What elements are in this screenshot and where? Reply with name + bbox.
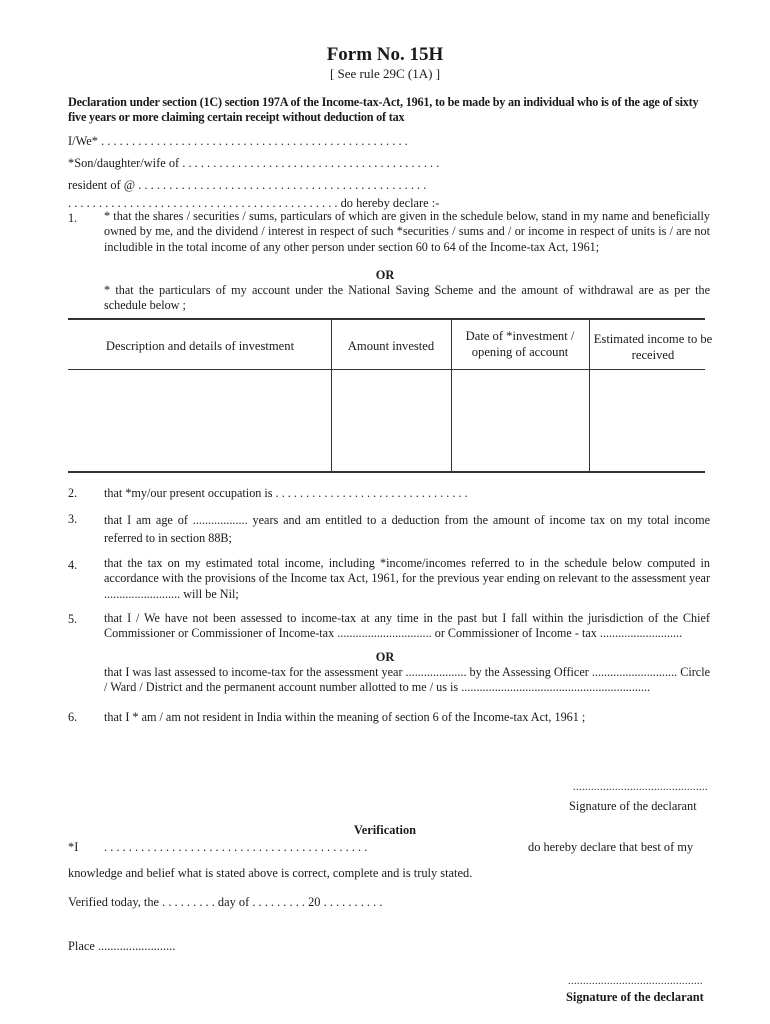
form-title: Form No. 15H — [326, 44, 444, 65]
resident-field[interactable]: resident of @ . . . . . . . . . . . . . . . . . . . . . . . . . . . . . . . . . . . . . . . . . . . . . . . — [68, 178, 427, 192]
verification-date-field[interactable]: Verified today, the . . . . . . . . . day of . . . . . . . . . 20 . . . . . . . . . . — [68, 895, 383, 909]
verification-declare-text: do hereby declare that best of my — [528, 840, 694, 854]
or-separator: OR — [375, 268, 395, 282]
table-header-income: Estimated income to be received — [593, 332, 713, 362]
table-header-rule — [68, 369, 705, 370]
table-col-divider — [589, 320, 590, 471]
item-1-text: * that the shares / securities / sums, particulars of which are given in the schedule below, stand in my name and beneficially owned by me, and the dividend / interest in respect of such *securities / sums and / or income in respect of units is / are not includible in the total income of any other person under section 60 to 64 of the Income-tax Act, 1961; — [104, 209, 710, 254]
item-4-text: that the tax on my estimated total income, including *income/incomes referred to in the schedule below computed in accordance with the provisions of the Income tax Act, 1961, for the previous year ending on relevant to the assessment year ......................... will be Nil; — [104, 556, 710, 601]
table-header-date: Date of *investment / opening of account — [465, 329, 575, 359]
or-separator: OR — [375, 650, 395, 664]
verification-statement: knowledge and belief what is stated above is correct, complete and is truly stated. — [68, 866, 473, 880]
item-5-text: that I / We have not been assessed to income-tax at any time in the past but I fall within the jurisdiction of the Chief Commissioner or Commissioner of Income-tax ............................... or Commissioner of Income - tax ........................... — [104, 611, 710, 641]
table-cell-income[interactable] — [591, 373, 703, 469]
signature-line[interactable]: ............................................. — [573, 782, 708, 793]
item-number: 2. — [68, 486, 78, 500]
relation-field[interactable]: *Son/daughter/wife of . . . . . . . . . . . . . . . . . . . . . . . . . . . . . . . . . . . . . . . . . . — [68, 156, 440, 170]
table-header-description: Description and details of investment — [105, 339, 295, 353]
item-3-text: that I am age of .................. years and am entitled to a deduction from the amount of income tax on my total income referred to in section 88B; — [104, 513, 710, 545]
item-number: 1. — [68, 211, 78, 225]
table-cell-date[interactable] — [453, 373, 587, 469]
item-2-text: that *my/our present occupation is . . . . . . . . . . . . . . . . . . . . . . . . . . . . . . . . — [104, 486, 468, 500]
name-field[interactable]: I/We* . . . . . . . . . . . . . . . . . . . . . . . . . . . . . . . . . . . . . . . . . . . . . . . . . . — [68, 134, 408, 148]
verification-name-field[interactable]: . . . . . . . . . . . . . . . . . . . . . . . . . . . . . . . . . . . . . . . . . . . — [104, 840, 368, 854]
table-cell-description[interactable] — [70, 373, 329, 469]
item-number: 5. — [68, 612, 78, 626]
item-number: 4. — [68, 558, 78, 572]
table-cell-amount[interactable] — [333, 373, 449, 469]
verification-i-label: *I — [68, 840, 79, 854]
declare-line[interactable]: . . . . . . . . . . . . . . . . . . . . . . . . . . . . . . . . . . . . . . . . . . . . do hereby declare :- — [68, 196, 440, 210]
signature-label: Signature of the declarant — [566, 990, 704, 1004]
table-bottom-rule — [68, 471, 705, 473]
item-6-text: that I * am / am not resident in India within the meaning of section 6 of the Income-tax Act, 1961 ; — [104, 710, 586, 724]
declaration-heading: Declaration under section (1C) section 197A of the Income-tax-Act, 1961, to be made by an individual who is of the age of sixty five years or more claiming certain receipt without deduction of tax — [68, 95, 699, 124]
item-number: 6. — [68, 710, 78, 724]
signature-line[interactable]: ............................................. — [568, 976, 703, 987]
item-number: 3. — [68, 512, 78, 526]
verification-heading: Verification — [353, 823, 417, 837]
table-col-divider — [331, 320, 332, 471]
table-header-amount: Amount invested — [347, 339, 435, 353]
table-top-rule — [68, 318, 705, 320]
signature-label: Signature of the declarant — [569, 799, 697, 813]
item-5b-text: that I was last assessed to income-tax for the assessment year .................... by the Assessing Officer ............................ Circle / Ward / District and the permanent account number allotted to me / us is .............................................................. — [104, 665, 710, 695]
item-1b-text: * that the particulars of my account under the National Saving Scheme and the amount of withdrawal are as per the schedule below ; — [104, 283, 710, 313]
form-subtitle: [ See rule 29C (1A) ] — [329, 66, 441, 81]
place-field[interactable]: Place ......................... — [68, 939, 176, 953]
table-col-divider — [451, 320, 452, 471]
